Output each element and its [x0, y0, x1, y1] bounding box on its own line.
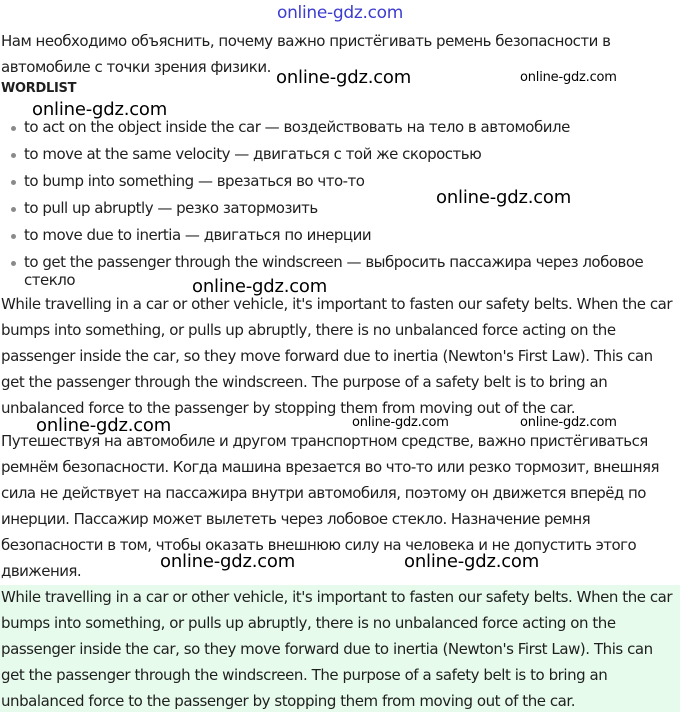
list-item-text: to move due to inertia — двигаться по инерции: [24, 226, 372, 244]
paragraph-russian: Путешествуя на автомобиле и другом транспортном средстве, важно пристёгиваться ремнём безопасности. Когда машина врезается во что-то или резко тормозит, внешняя сила не действует на пассажира внутри автомобиля, поэтому он движется вперёд по инерции. Пассажир может вылететь через лобовое стекло. Назначение ремня безопасности в том, чтобы оказать внешнюю силу на человека и не допустить этого движения.: [1, 432, 659, 580]
site-header-link[interactable]: online-gdz.com: [276, 3, 403, 23]
watermark: online-gdz.com: [520, 70, 617, 85]
watermark: online-gdz.com: [36, 415, 172, 436]
watermark: online-gdz.com: [352, 415, 449, 430]
watermark: online-gdz.com: [436, 187, 572, 208]
watermark: online-gdz.com: [404, 551, 540, 572]
watermark: online-gdz.com: [32, 99, 168, 120]
list-item: [0, 249, 680, 289]
watermark: online-gdz.com: [520, 415, 617, 430]
watermark: online-gdz.com: [192, 276, 328, 297]
watermark: online-gdz.com: [276, 67, 412, 88]
list-item-text: to pull up abruptly — резко затормозить: [24, 199, 318, 217]
answer-paragraph: While travelling in a car or other vehicle, it's important to fasten our safety belts. When the car bumps into something, or pulls up abruptly, there is no unbalanced force acting on the passenger inside the car, so they move forward due to inertia (Newton's First Law). This can get the passenger through the windscreen. The purpose of a safety belt is to bring an unbalanced force to the passenger by stopping them from moving out of the car.: [1, 588, 673, 710]
list-item: [0, 222, 680, 249]
wordlist-heading: WORDLIST: [1, 81, 77, 96]
bullet-icon: [11, 126, 16, 131]
list-item-text: to bump into something — врезаться во что-то: [24, 172, 365, 190]
bullet-icon: [11, 153, 16, 158]
list-item: [0, 195, 680, 222]
bullet-icon: [11, 180, 16, 185]
list-item-text: to act on the object inside the car — воздействовать на тело в автомобиле: [24, 118, 570, 136]
list-item-text: to get the passenger through the windscreen — выбросить пассажира через лобовое стекло: [24, 253, 644, 289]
watermark: online-gdz.com: [160, 551, 296, 572]
list-item-text: to move at the same velocity — двигаться с той же скоростью: [24, 145, 482, 163]
task-intro: Нам необходимо объяснить, почему важно пристёгивать ремень безопасности в автомобиле с точки зрения физики.: [1, 32, 611, 76]
list-item: [0, 168, 680, 195]
bullet-icon: [11, 261, 16, 266]
paragraph-english: While travelling in a car or other vehicle, it's important to fasten our safety belts. When the car bumps into something, or pulls up abruptly, there is no unbalanced force acting on the passenger inside the car, so they move forward due to inertia (Newton's First Law). This can get the passenger through the windscreen. The purpose of a safety belt is to bring an unbalanced force to the passenger by stopping them from moving out of the car.: [1, 295, 673, 417]
list-item: [0, 141, 680, 168]
wordlist: [0, 114, 680, 289]
bullet-icon: [11, 234, 16, 239]
bullet-icon: [11, 207, 16, 212]
